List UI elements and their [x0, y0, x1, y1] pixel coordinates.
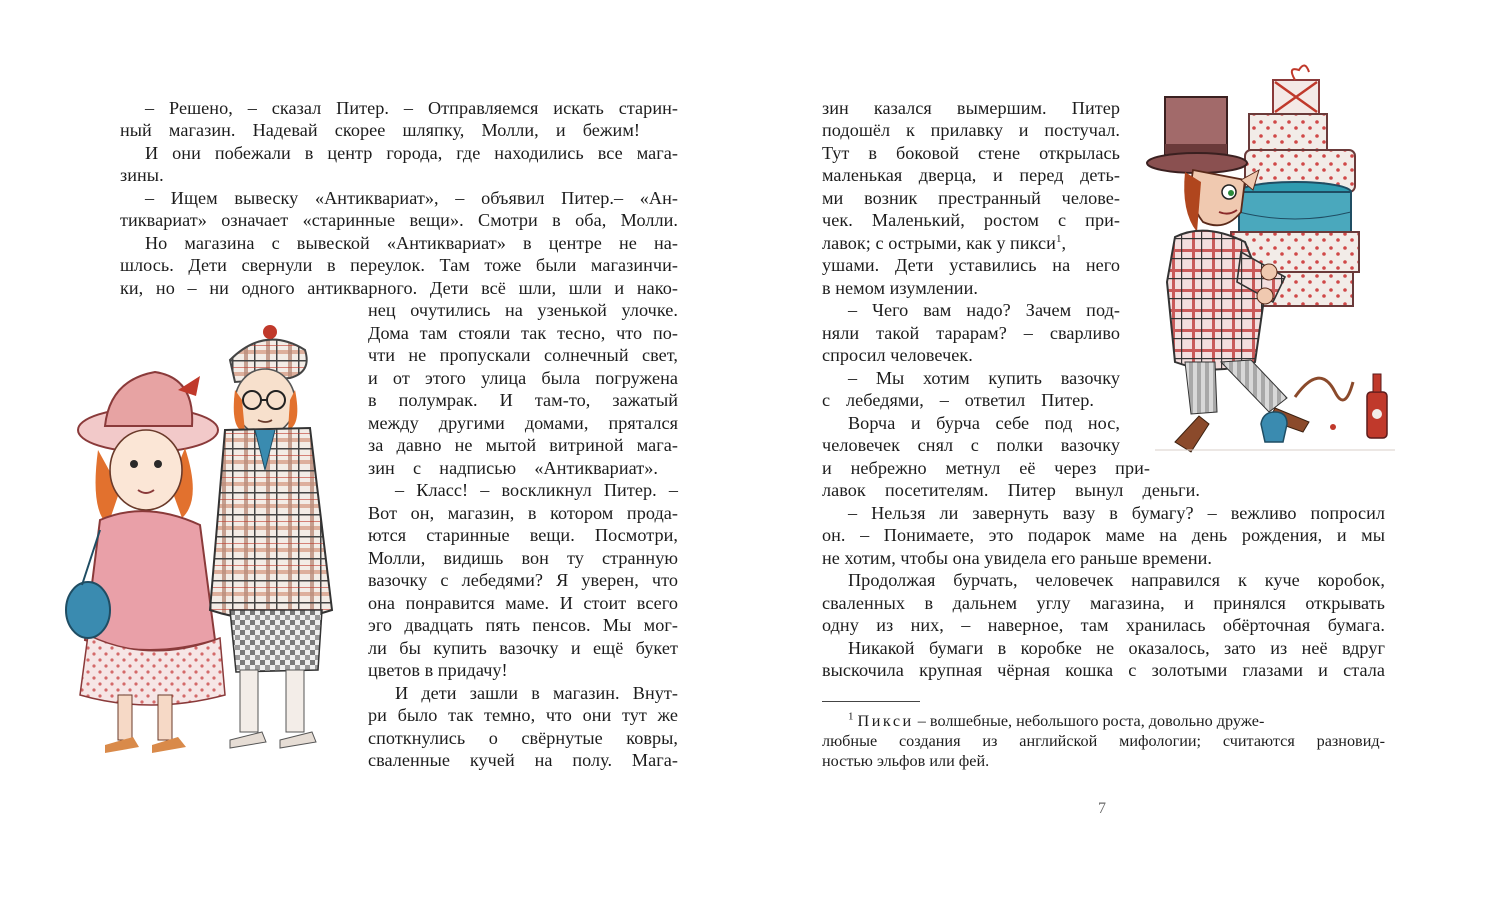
text-line: спросил человечек. — [822, 345, 973, 365]
shopkeeper-with-boxes-illustration — [1145, 62, 1405, 462]
text-line: в полумрак. И там-то, зажатый — [368, 390, 678, 410]
text-line: эго двадцать пять пенсов. Мы мог- — [368, 615, 678, 635]
text-line: зин казался вымершим. Питер — [822, 98, 1120, 118]
molly-and-peter-illustration — [60, 320, 360, 770]
footnote-divider — [822, 701, 920, 702]
text-line: Тут в боковой стене открылась — [822, 143, 1120, 163]
text-line: Продолжая бурчать, человечек направился к куче коробок, — [848, 570, 1385, 590]
text-line: няли такой тарарам? – сварливо — [822, 323, 1120, 343]
page-number: 7 — [1098, 800, 1106, 817]
text-line: выскочила крупная чёрная кошка с золотыми глазами и стала — [822, 660, 1385, 680]
text-line: не хотим, чтобы она увидела его раньше времени. — [822, 548, 1212, 568]
footnote-reference[interactable]: 1 — [1055, 232, 1062, 245]
text-line: ный магазин. Надевай скорее шляпку, Молли, и бежим! — [120, 120, 640, 140]
text-line: между другими домами, прятался — [368, 413, 678, 433]
text-line: Никакой бумаги в коробке не оказалось, зато из неё вдруг — [848, 638, 1385, 658]
text-line: цветов в придачу! — [368, 660, 508, 680]
text-line: и от этого улица была погружена — [368, 368, 678, 388]
text-line: она понравится маме. И стоит всего — [368, 593, 678, 613]
text-line: – Чего вам надо? Зачем под- — [848, 300, 1120, 320]
text-line-main: лавок; с острыми, как у пикси — [822, 233, 1056, 253]
text-line: – Класс! – воскликнул Питер. – — [395, 480, 678, 500]
text-line: вазочку с лебедями? Я уверен, что — [368, 570, 678, 590]
text-line: чек. Маленький, ростом с при- — [822, 210, 1120, 230]
text-line: ми возник престранный челове- — [822, 188, 1120, 208]
text-line: Но магазина с вывеской «Антиквариат» в центре не на- — [145, 233, 678, 253]
text-line: – Решено, – сказал Питер. – Отправляемся искать старин- — [145, 98, 678, 118]
footnote-marker: 1 — [848, 710, 854, 723]
text-line: И дети зашли в магазин. Внут- — [395, 683, 678, 703]
footnote-term: Пикси — [857, 712, 914, 730]
text-line: ки, но – ни одного антикварного. Дети всё шли, шли и нако- — [120, 278, 678, 298]
text-line: – Ищем вывеску «Антиквариат», – объявил Питер.– «Ан- — [145, 188, 678, 208]
text-line: Молли, видишь вон ту странную — [368, 548, 678, 568]
text-line: Дома там стояли так тесно, что по- — [368, 323, 678, 343]
text-line: сваленных в дальнем углу магазина, и принялся открывать — [822, 593, 1385, 613]
text-line: споткнулись о свёрнутые ковры, — [368, 728, 678, 748]
text-line: маленькая дверца, и перед деть- — [822, 165, 1120, 185]
text-line: одну из них, – наверное, там хранилась обёрточная бумага. — [822, 615, 1385, 635]
text-line: ушами. Дети уставились на него — [822, 255, 1120, 275]
text-line: человечек снял с полки вазочку — [822, 435, 1120, 455]
text-line: – Мы хотим купить вазочку — [848, 368, 1120, 388]
text-line: за давно не мытой витриной мага- — [368, 435, 678, 455]
text-line: И они побежали в центр города, где находились все мага- — [145, 143, 678, 163]
footnote-line: ностью эльфов или фей. — [822, 752, 990, 770]
text-line: с лебедями, – ответил Питер. — [822, 390, 1094, 410]
text-line: шлось. Дети свернули в переулок. Там тоже были магазинчи- — [120, 255, 678, 275]
text-line: зин с надписью «Антиквариат». — [368, 458, 658, 478]
text-line: ли бы купить вазочку и ещё букет — [368, 638, 678, 658]
text-line: Вот он, магазин, в котором прода- — [368, 503, 678, 523]
footnote-text: – волшебные, небольшого роста, довольно друже- — [913, 712, 1265, 730]
footnote-line: любные создания из английской мифологии; считаются разновид- — [822, 732, 1385, 750]
text-line: ются старинные вещи. Посмотри, — [368, 525, 678, 545]
text-line: Ворча и бурча себе под нос, — [848, 413, 1120, 433]
text-line: сваленные кучей на полу. Мага- — [368, 750, 678, 770]
text-line: – Нельзя ли завернуть вазу в бумагу? – вежливо попросил — [848, 503, 1385, 523]
text-line: нец очутились на узенькой улочке. — [368, 300, 678, 320]
text-line: подошёл к прилавку и постучал. — [822, 120, 1120, 140]
text-line: он. – Понимаете, это подарок маме на день рождения, и мы — [822, 525, 1385, 545]
footnote-line — [848, 711, 1264, 731]
text-line: лавок посетителям. Питер вынул деньги. — [822, 480, 1200, 500]
text-line: ри было так темно, что они тут же — [368, 705, 678, 725]
text-line: лавок; с острыми, как у пикси$^1$, — [822, 232, 1067, 253]
text-line: в немом изумлении. — [822, 278, 978, 298]
text-line: зины. — [120, 165, 164, 185]
text-line: и небрежно метнул её через при- — [822, 458, 1150, 478]
text-line: тиквариат» означает «старинные вещи». Смотри в оба, Молли. — [120, 210, 678, 230]
text-line: чти не пропускали солнечный свет, — [368, 345, 678, 365]
